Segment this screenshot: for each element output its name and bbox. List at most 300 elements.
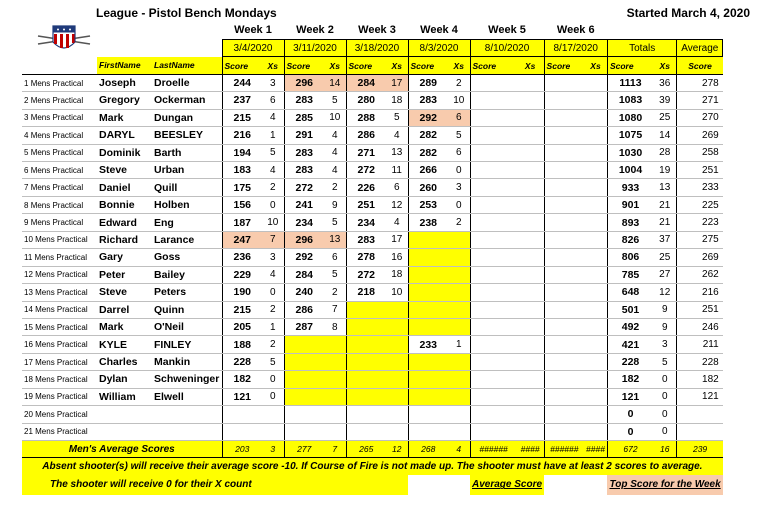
week-2-score-cell: 296 — [284, 231, 324, 248]
note-row-1 — [22, 458, 723, 475]
last-name-cell: Mankin — [152, 353, 222, 370]
sheet-title: League - Pistol Bench Mondays — [96, 6, 277, 20]
first-name-cell: Dominik — [97, 144, 152, 161]
week-1-xs-cell: 4 — [262, 266, 284, 283]
week-6-score-cell — [544, 249, 584, 266]
week-3-xs-cell: 16 — [386, 249, 408, 266]
division-cell — [22, 127, 97, 144]
table-row — [22, 179, 723, 196]
week-3-xs-cell — [386, 406, 408, 423]
week-1-score-cell: 183 — [222, 162, 262, 179]
week-2-score-cell — [284, 423, 324, 440]
x-count-note: The shooter will receive 0 for their X count — [22, 475, 408, 495]
week-3-score-cell: 218 — [346, 284, 386, 301]
week-2-score-cell: 285 — [284, 109, 324, 126]
table-row — [22, 109, 723, 126]
average-scores-row — [22, 441, 723, 458]
division-label: Mens Practical — [35, 357, 88, 367]
week-2-xs-cell: 5 — [324, 92, 346, 109]
total-score-cell: 1075 — [607, 127, 653, 144]
week-1-score-cell: 237 — [222, 92, 262, 109]
week-5-xs-cell — [517, 423, 544, 440]
average-cell: 258 — [677, 144, 723, 161]
week-1-xs-cell — [262, 406, 284, 423]
total-xs-cell: 9 — [653, 301, 677, 318]
division-cell — [22, 196, 97, 213]
week-4-score-cell: 292 — [408, 109, 448, 126]
average-cell: 275 — [677, 231, 723, 248]
total-xs-cell: 13 — [653, 179, 677, 196]
week-4-score-cell: 238 — [408, 214, 448, 231]
first-name-cell: Richard — [97, 231, 152, 248]
division-label: Mens Practical — [30, 78, 84, 88]
week-2-score-cell: 283 — [284, 144, 324, 161]
score-header: Score — [408, 57, 448, 74]
week-4-score-cell — [408, 423, 448, 440]
week-6-xs-cell — [584, 423, 607, 440]
week-6-xs-cell — [584, 144, 607, 161]
week-1-xs-cell: 5 — [262, 353, 284, 370]
week-1-score-cell: 121 — [222, 388, 262, 405]
score-header: Score — [284, 57, 324, 74]
week-4-score-cell: 283 — [408, 92, 448, 109]
first-name-cell: Gregory — [97, 92, 152, 109]
score-header: Score — [544, 57, 584, 74]
week-6-xs-cell — [584, 388, 607, 405]
average-cell: 251 — [677, 301, 723, 318]
week-2-score-cell: 234 — [284, 214, 324, 231]
week-6-avg-score: ###### — [544, 441, 584, 458]
division-cell — [22, 249, 97, 266]
week-5-score-cell — [470, 249, 517, 266]
last-name-cell: Quill — [152, 179, 222, 196]
average-cell: 262 — [677, 266, 723, 283]
last-name-cell: Quinn — [152, 301, 222, 318]
total-xs-cell: 0 — [653, 371, 677, 388]
first-name-cell: Gary — [97, 249, 152, 266]
week-4-score-cell: 282 — [408, 144, 448, 161]
week-2-score-cell — [284, 336, 324, 353]
last-name-cell: Bailey — [152, 266, 222, 283]
week-3-avg-xs: 12 — [386, 441, 408, 458]
week-6-score-cell — [544, 388, 584, 405]
row-number: 13 — [24, 287, 33, 297]
week-1-score-cell: 175 — [222, 179, 262, 196]
week-5-avg-score: ###### — [470, 441, 517, 458]
week-5-avg-xs: #### — [517, 441, 544, 458]
first-name-cell — [97, 423, 152, 440]
week-2-score-cell: 240 — [284, 284, 324, 301]
week-2-xs-cell: 4 — [324, 127, 346, 144]
week-2-score-cell: 287 — [284, 318, 324, 335]
total-score-cell: 901 — [607, 196, 653, 213]
total-xs-cell: 5 — [653, 353, 677, 370]
last-name-cell: Larance — [152, 231, 222, 248]
avg-total-xs: 16 — [653, 441, 677, 458]
week-3-xs-cell — [386, 388, 408, 405]
week-2-label: Week 2 — [296, 24, 334, 37]
week-2-score-cell — [284, 371, 324, 388]
week-2-xs-cell: 13 — [324, 231, 346, 248]
last-name-cell — [152, 423, 222, 440]
last-name-cell: Eng — [152, 214, 222, 231]
last-name-cell: Ockerman — [152, 92, 222, 109]
week-6-xs-cell — [584, 127, 607, 144]
week-4-xs-cell: 6 — [448, 144, 470, 161]
week-5-xs-cell — [517, 371, 544, 388]
week-1-xs-cell: 1 — [262, 127, 284, 144]
week-5-date: 8/10/2020 — [470, 39, 544, 56]
table-row — [22, 127, 723, 144]
week-2-score-cell: 241 — [284, 196, 324, 213]
totals-header: Totals — [607, 39, 676, 56]
total-xs-cell: 12 — [653, 284, 677, 301]
total-score-cell: 501 — [607, 301, 653, 318]
week-1-xs-cell: 2 — [262, 301, 284, 318]
week-4-xs-cell — [448, 266, 470, 283]
row-number: 7 — [24, 183, 29, 193]
total-xs-cell: 28 — [653, 144, 677, 161]
score-header: Score — [470, 57, 517, 74]
week-1-score-cell: 156 — [222, 196, 262, 213]
week-5-score-cell — [470, 353, 517, 370]
week-1-xs-cell: 4 — [262, 162, 284, 179]
week-6-xs-cell — [584, 214, 607, 231]
week-1-xs-cell: 2 — [262, 179, 284, 196]
week-2-xs-cell — [324, 388, 346, 405]
week-3-score-cell: 271 — [346, 144, 386, 161]
week-5-score-cell — [470, 318, 517, 335]
division-label: Mens Practical — [35, 322, 88, 332]
week-6-score-cell — [544, 301, 584, 318]
week-6-xs-cell — [584, 179, 607, 196]
week-3-score-cell — [346, 336, 386, 353]
average-cell: 270 — [677, 109, 723, 126]
week-1-xs-cell: 4 — [262, 109, 284, 126]
table-row — [22, 406, 723, 423]
division-cell — [22, 214, 97, 231]
average-cell: 225 — [677, 196, 723, 213]
week-3-score-cell — [346, 406, 386, 423]
division-cell — [22, 284, 97, 301]
week-6-date: 8/17/2020 — [544, 39, 607, 56]
total-score-cell: 1083 — [607, 92, 653, 109]
average-cell: 223 — [677, 214, 723, 231]
week-4-xs-cell — [448, 353, 470, 370]
week-4-xs-cell — [448, 406, 470, 423]
division-label: Mens Practical — [30, 95, 84, 105]
last-name-cell: Dungan — [152, 109, 222, 126]
last-name-cell: O'Neil — [152, 318, 222, 335]
week-2-xs-cell: 5 — [324, 214, 346, 231]
division-cell — [22, 406, 97, 423]
week-4-avg-score: 268 — [408, 441, 448, 458]
week-4-xs-cell: 6 — [448, 109, 470, 126]
week-6-score-cell — [544, 179, 584, 196]
week-5-score-cell — [470, 144, 517, 161]
week-3-date: 3/18/2020 — [346, 39, 408, 56]
week-4-score-cell: 282 — [408, 127, 448, 144]
first-name-cell: Edward — [97, 214, 152, 231]
division-cell — [22, 144, 97, 161]
last-name-cell: Elwell — [152, 388, 222, 405]
average-cell: 271 — [677, 92, 723, 109]
week-4-xs-cell — [448, 388, 470, 405]
week-3-xs-cell: 11 — [386, 162, 408, 179]
average-cell: 269 — [677, 249, 723, 266]
division-label: Mens Practical — [30, 183, 84, 193]
average-cell: 121 — [677, 388, 723, 405]
week-6-score-cell — [544, 353, 584, 370]
week-5-score-cell — [470, 266, 517, 283]
week-6-xs-cell — [584, 162, 607, 179]
week-2-score-cell: 292 — [284, 249, 324, 266]
week-2-score-cell — [284, 406, 324, 423]
division-cell — [22, 266, 97, 283]
total-score-cell: 648 — [607, 284, 653, 301]
week-5-score-cell — [470, 284, 517, 301]
week-5-xs-cell — [517, 284, 544, 301]
first-name-cell: Mark — [97, 318, 152, 335]
week-3-score-cell — [346, 318, 386, 335]
last-name-cell: Droelle — [152, 74, 222, 91]
total-score-cell: 0 — [607, 406, 653, 423]
week-6-score-cell — [544, 284, 584, 301]
total-xs-cell: 3 — [653, 336, 677, 353]
week-3-xs-cell — [386, 318, 408, 335]
week-6-xs-cell — [584, 266, 607, 283]
week-2-score-cell: 284 — [284, 266, 324, 283]
first-name-cell: Darrel — [97, 301, 152, 318]
week-3-score-cell: 286 — [346, 127, 386, 144]
total-score-cell: 826 — [607, 231, 653, 248]
division-cell — [22, 92, 97, 109]
lastname-header: LastName — [152, 57, 222, 74]
total-score-cell: 121 — [607, 388, 653, 405]
week-4-score-cell — [408, 231, 448, 248]
week-5-score-cell — [470, 336, 517, 353]
total-xs-cell: 27 — [653, 266, 677, 283]
last-name-cell: Barth — [152, 144, 222, 161]
last-name-cell: Urban — [152, 162, 222, 179]
week-3-xs-cell: 13 — [386, 144, 408, 161]
row-number: 17 — [24, 357, 33, 367]
first-name-cell: Mark — [97, 109, 152, 126]
first-name-cell: Peter — [97, 266, 152, 283]
total-xs-cell: 0 — [653, 388, 677, 405]
last-name-cell: Peters — [152, 284, 222, 301]
week-5-score-cell — [470, 423, 517, 440]
week-1-xs-cell: 0 — [262, 196, 284, 213]
row-number: 10 — [24, 235, 33, 245]
week-6-score-cell — [544, 371, 584, 388]
score-header: Score — [607, 57, 653, 74]
week-4-xs-cell — [448, 231, 470, 248]
week-1-score-cell: 229 — [222, 266, 262, 283]
total-xs-cell: 9 — [653, 318, 677, 335]
week-1-xs-cell: 10 — [262, 214, 284, 231]
first-name-cell: DARYL — [97, 127, 152, 144]
total-score-cell: 933 — [607, 179, 653, 196]
average-cell: 233 — [677, 179, 723, 196]
division-label: Mens Practical — [30, 148, 84, 158]
total-score-cell: 228 — [607, 353, 653, 370]
week-5-score-cell — [470, 162, 517, 179]
week-1-xs-cell: 3 — [262, 249, 284, 266]
week-2-xs-cell — [324, 371, 346, 388]
week-2-avg-xs: 7 — [324, 441, 346, 458]
table-row — [22, 266, 723, 283]
division-label: Mens Practical — [35, 340, 88, 350]
total-score-cell: 1030 — [607, 144, 653, 161]
week-5-xs-cell — [517, 336, 544, 353]
average-cell: 211 — [677, 336, 723, 353]
week-1-score-cell — [222, 406, 262, 423]
week-5-xs-cell — [517, 162, 544, 179]
division-label: Mens Practical — [35, 270, 88, 280]
week-1-score-cell: 244 — [222, 74, 262, 91]
week-5-score-cell — [470, 214, 517, 231]
last-name-cell: FINLEY — [152, 336, 222, 353]
week-6-score-cell — [544, 406, 584, 423]
avg-average: 239 — [677, 441, 723, 458]
week-6-score-cell — [544, 144, 584, 161]
xs-header: Xs — [517, 57, 544, 74]
division-label: Mens Practical — [30, 113, 84, 123]
average-cell: 269 — [677, 127, 723, 144]
week-4-xs-cell: 0 — [448, 162, 470, 179]
week-4-score-cell — [408, 249, 448, 266]
week-4-score-cell — [408, 388, 448, 405]
division-cell — [22, 318, 97, 335]
week-4-score-cell — [408, 406, 448, 423]
division-cell — [22, 162, 97, 179]
week-3-xs-cell — [386, 423, 408, 440]
total-score-cell: 1080 — [607, 109, 653, 126]
started-date: Started March 4, 2020 — [626, 6, 750, 20]
week-2-score-cell — [284, 388, 324, 405]
week-5-xs-cell — [517, 109, 544, 126]
week-3-xs-cell: 17 — [386, 74, 408, 91]
row-number: 14 — [24, 305, 33, 315]
first-name-cell: William — [97, 388, 152, 405]
row-number: 4 — [24, 130, 29, 140]
total-xs-cell: 14 — [653, 127, 677, 144]
week-6-label: Week 6 — [556, 24, 595, 37]
week-2-xs-cell: 2 — [324, 179, 346, 196]
row-number: 8 — [24, 200, 29, 210]
week-3-xs-cell: 18 — [386, 92, 408, 109]
week-6-score-cell — [544, 74, 584, 91]
table-row — [22, 318, 723, 335]
total-xs-cell: 37 — [653, 231, 677, 248]
division-label: Mens Practical — [30, 165, 84, 175]
week-1-score-cell: 187 — [222, 214, 262, 231]
table-row — [22, 353, 723, 370]
legend-average-score: Average Score — [470, 475, 544, 495]
week-6-score-cell — [544, 423, 584, 440]
row-number: 2 — [24, 95, 29, 105]
total-score-cell: 893 — [607, 214, 653, 231]
week-6-score-cell — [544, 196, 584, 213]
week-1-xs-cell: 0 — [262, 388, 284, 405]
week-3-xs-cell — [386, 336, 408, 353]
score-table — [22, 22, 723, 495]
week-3-xs-cell: 6 — [386, 179, 408, 196]
week-1-score-cell: 215 — [222, 301, 262, 318]
week-1-score-cell: 228 — [222, 353, 262, 370]
week-5-xs-cell — [517, 249, 544, 266]
week-5-xs-cell — [517, 406, 544, 423]
table-row — [22, 423, 723, 440]
table-row — [22, 249, 723, 266]
week-6-xs-cell — [584, 318, 607, 335]
week-6-score-cell — [544, 162, 584, 179]
week-3-score-cell: 288 — [346, 109, 386, 126]
average-cell: 216 — [677, 284, 723, 301]
row-number: 9 — [24, 218, 29, 228]
last-name-cell — [152, 406, 222, 423]
week-6-avg-xs: #### — [584, 441, 607, 458]
division-label: Mens Practical — [35, 305, 88, 315]
week-2-xs-cell: 7 — [324, 301, 346, 318]
last-name-cell: Holben — [152, 196, 222, 213]
week-4-xs-cell — [448, 249, 470, 266]
last-name-cell: BEESLEY — [152, 127, 222, 144]
week-1-score-cell — [222, 423, 262, 440]
first-name-cell: Daniel — [97, 179, 152, 196]
week-4-xs-cell: 1 — [448, 336, 470, 353]
division-cell — [22, 179, 97, 196]
week-5-xs-cell — [517, 318, 544, 335]
week-5-score-cell — [470, 388, 517, 405]
week-2-avg-score: 277 — [284, 441, 324, 458]
week-4-score-cell — [408, 371, 448, 388]
week-1-score-cell: 190 — [222, 284, 262, 301]
division-label: Mens Practical — [35, 392, 88, 402]
avg-total-score: 672 — [607, 441, 653, 458]
week-1-score-cell: 236 — [222, 249, 262, 266]
total-xs-cell: 25 — [653, 109, 677, 126]
week-5-score-cell — [470, 127, 517, 144]
first-name-cell: Steve — [97, 162, 152, 179]
week-5-score-cell — [470, 301, 517, 318]
first-name-cell — [97, 406, 152, 423]
first-name-cell: Dylan — [97, 371, 152, 388]
division-label: Mens Practical — [35, 409, 88, 419]
first-name-cell: KYLE — [97, 336, 152, 353]
total-xs-cell: 19 — [653, 162, 677, 179]
week-4-score-cell — [408, 353, 448, 370]
week-6-xs-cell — [584, 406, 607, 423]
table-row — [22, 336, 723, 353]
row-number: 3 — [24, 113, 29, 123]
total-xs-cell: 0 — [653, 406, 677, 423]
week-4-xs-cell — [448, 423, 470, 440]
division-cell — [22, 231, 97, 248]
week-3-score-cell: 284 — [346, 74, 386, 91]
division-cell — [22, 423, 97, 440]
week-4-score-cell — [408, 266, 448, 283]
week-4-score-cell: 253 — [408, 196, 448, 213]
week-2-xs-cell: 2 — [324, 284, 346, 301]
week-5-score-cell — [470, 196, 517, 213]
week-1-xs-cell: 3 — [262, 74, 284, 91]
week-1-score-cell: 188 — [222, 336, 262, 353]
week-1-avg-xs: 3 — [262, 441, 284, 458]
week-2-xs-cell: 10 — [324, 109, 346, 126]
row-number: 20 — [24, 409, 33, 419]
